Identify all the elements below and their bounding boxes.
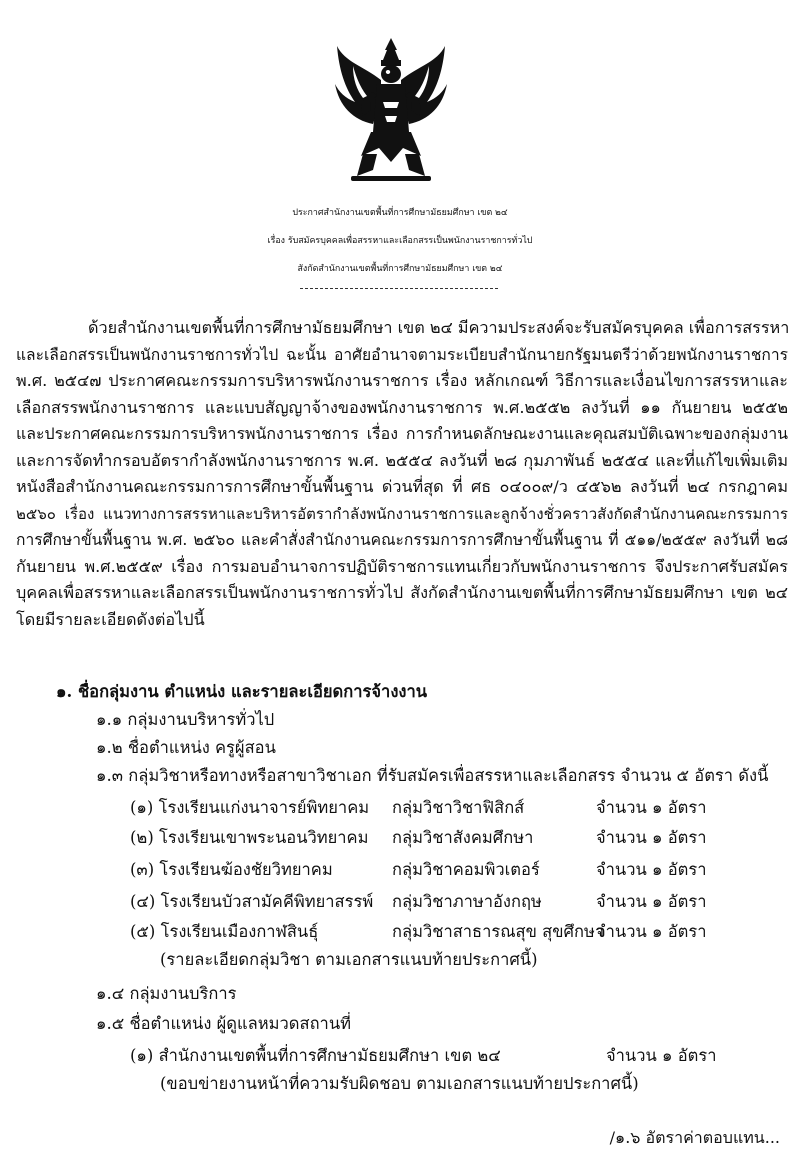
body-line: การศึกษาขั้นพื้นฐาน พ.ศ. ๒๕๖๐ และคำสั่งสำนักงานคณะกรรมการการศึกษาขั้นพื้นฐาน ที่ ๕๑๑/๒๕๕๙ ลงวันที่ ๒๘ — [16, 531, 788, 549]
school-name: (๔) โรงเรียนบัวสามัคคีพิทยาสรรพ์ — [130, 892, 374, 911]
body-line: บุคคลเพื่อสรรหาและเลือกสรรเป็นพนักงานราชการทั่วไป สังกัดสำนักงานเขตพื้นที่การศึกษามัธยมศึกษา เขต ๒๔ — [16, 583, 788, 602]
page-continuation: /๑.๖ อัตราค่าตอบแทน... — [609, 1128, 780, 1147]
section-1-4: ๑.๔ กลุ่มงานบริการ — [96, 984, 237, 1003]
body-line: หนังสือสำนักงานคณะกรรมการการศึกษาขั้นพื้นฐาน ด่วนที่สุด ที่ ศธ ๐๔๐๐๙/ว ๔๕๖๒ ลงวันที่ ๒๔ กรกฎาคม — [16, 477, 788, 496]
school-row — [130, 858, 790, 882]
school-subject: กลุ่มวิชาคอมพิวเตอร์ — [392, 860, 540, 879]
school-subject: กลุ่มวิชาวิชาฟิสิกส์ — [392, 798, 525, 817]
school-quantity: จำนวน ๑ อัตรา — [596, 922, 707, 941]
announcement-affiliation: สังกัดสำนักงานเขตพื้นที่การศึกษามัธยมศึกษา เขต ๒๔ — [297, 264, 503, 274]
section-1-1: ๑.๑ กลุ่มงานบริหารทั่วไป — [96, 710, 275, 729]
office-name: (๑) สำนักงานเขตพื้นที่การศึกษามัธยมศึกษา เขต ๒๔ — [130, 1046, 501, 1065]
body-line: และการจัดทำกรอบอัตรากำลังพนักงานราชการ พ.ศ. ๒๕๕๔ ลงวันที่ ๒๘ กุมภาพันธ์ ๒๕๕๔ และที่แก้ไขเพิ่มเติม — [16, 450, 788, 470]
body-paragraph — [16, 315, 788, 633]
announcement-title: ประกาศสำนักงานเขตพื้นที่การศึกษามัธยมศึกษา เขต ๒๔ — [292, 208, 508, 218]
garuda-emblem-icon — [333, 36, 449, 188]
school-row — [130, 826, 790, 850]
school-name: (๑) โรงเรียนแก่งนาจารย์พิทยาคม — [130, 798, 370, 817]
body-line: และประกาศคณะกรรมการบริหารพนักงานราชการ เรื่อง การกำหนดลักษณะงานและคุณสมบัติเฉพาะของกลุ่มงาน — [16, 424, 788, 443]
body-line: พ.ศ. ๒๕๔๗ ประกาศคณะกรรมการบริหารพนักงานราชการ เรื่อง หลักเกณฑ์ วิธีการและเงื่อนไขการสรรหาและ — [16, 371, 788, 390]
school-quantity: จำนวน ๑ อัตรา — [596, 798, 707, 817]
school-name: (๕) โรงเรียนเมืองกาฬสินธุ์ — [130, 922, 319, 941]
school-quantity: จำนวน ๑ อัตรา — [596, 860, 707, 879]
school-quantity: จำนวน ๑ อัตรา — [596, 892, 707, 911]
body-line: โดยมีรายละเอียดดังต่อไปนี้ — [16, 609, 205, 629]
header-divider — [300, 288, 498, 289]
body-line: กันยายน พ.ศ.๒๕๕๙ เรื่อง การมอบอำนาจการปฏิบัติราชการแทนเกี่ยวกับพนักงานราชการ จึงประกาศรับสมัคร — [16, 556, 788, 576]
school-subject: กลุ่มวิชาภาษาอังกฤษ — [392, 892, 542, 911]
section-1-title: ๑. ชื่อกลุ่มงาน ตำแหน่ง และรายละเอียดการจ้างงาน — [56, 682, 427, 701]
school-subject: กลุ่มวิชาสาธารณสุข สุขศึกษา — [392, 922, 605, 941]
section-1-2: ๑.๒ ชื่อตำแหน่ง ครูผู้สอน — [96, 738, 276, 757]
school-quantity: จำนวน ๑ อัตรา — [596, 828, 707, 847]
school-name: (๓) โรงเรียนฆ้องชัยวิทยาคม — [130, 860, 333, 879]
school-subject: กลุ่มวิชาสังคมศึกษา — [392, 828, 534, 847]
body-line: เลือกสรรพนักงานราชการ และแบบสัญญาจ้างของพนักงานราชการ พ.ศ.๒๕๕๒ ลงวันที่ ๑๑ กันยายน ๒๕๕๒ — [16, 397, 788, 417]
office-note: (ขอบข่ายงานหน้าที่ความรับผิดชอบ ตามเอกสารแนบท้ายประกาศนี้) — [160, 1074, 639, 1093]
school-row — [130, 920, 790, 944]
announcement-subject: เรื่อง รับสมัครบุคคลเพื่อสรรหาและเลือกสรรเป็นพนักงานราชการทั่วไป — [267, 236, 533, 246]
school-row — [130, 890, 790, 914]
school-name: (๒) โรงเรียนเขาพระนอนวิทยาคม — [130, 828, 369, 847]
section-1-5: ๑.๕ ชื่อตำแหน่ง ผู้ดูแลหมวดสถานที่ — [96, 1014, 351, 1033]
section-1-3: ๑.๓ กลุ่มวิชาหรือทางหรือสาขาวิชาเอก ที่รับสมัครเพื่อสรรหาและเลือกสรร จำนวน ๕ อัตรา ดังนี้ — [96, 766, 769, 785]
office-quantity: จำนวน ๑ อัตรา — [606, 1046, 717, 1065]
body-line: ๒๕๖๐ เรื่อง แนวทางการสรรหาและบริหารอัตรากำลังพนักงานราชการและลูกจ้างชั่วคราวสังกัดสำนักงานคณะกรรมการ — [16, 504, 788, 523]
office-row — [130, 1044, 790, 1068]
body-line: ด้วยสำนักงานเขตพื้นที่การศึกษามัธยมศึกษา เขต ๒๔ มีความประสงค์จะรับสมัครบุคคล เพื่อการสรรหา — [88, 318, 790, 337]
body-line: และเลือกสรรเป็นพนักงานราชการทั่วไป ฉะนั้น อาศัยอำนาจตามระเบียบสำนักนายกรัฐมนตรีว่าด้วยพนักงานราชการ — [16, 345, 788, 364]
schools-note: (รายละเอียดกลุ่มวิชา ตามเอกสารแนบท้ายประกาศนี้) — [160, 950, 538, 969]
school-row — [130, 796, 790, 820]
